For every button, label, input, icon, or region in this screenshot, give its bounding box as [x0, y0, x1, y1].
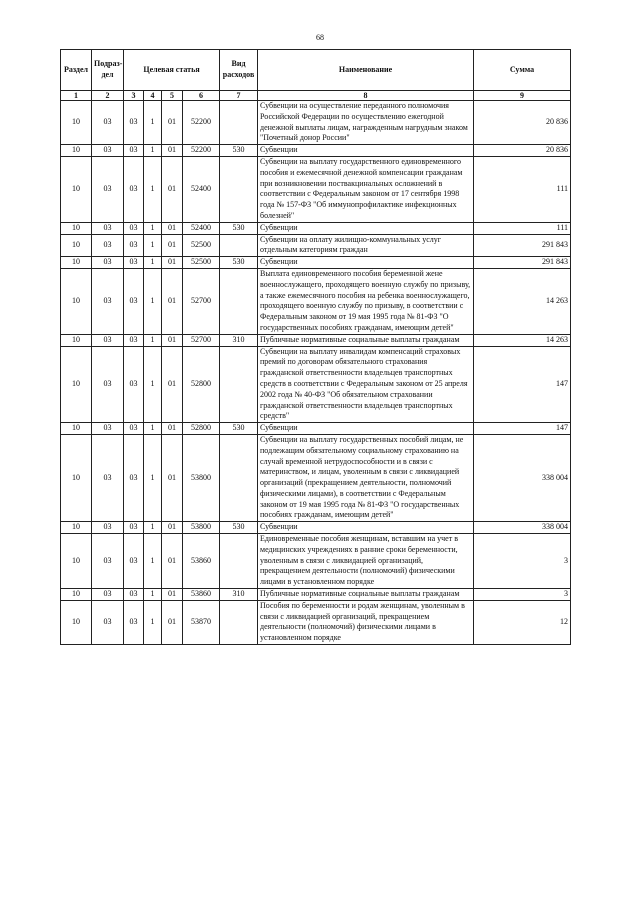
target-part-1-cell: 03: [124, 268, 144, 334]
target-code-cell: 52200: [183, 101, 220, 145]
target-part-3-cell: 01: [162, 589, 183, 601]
target-part-1-cell: 03: [124, 257, 144, 269]
podrazdel-cell: 03: [92, 334, 124, 346]
amount-cell: 147: [474, 423, 571, 435]
expense-type-cell: [220, 534, 258, 589]
podrazdel-cell: 03: [92, 522, 124, 534]
table-row: [61, 234, 571, 257]
target-part-1-cell: 03: [124, 423, 144, 435]
target-part-1-cell: 03: [124, 156, 144, 222]
table-row: [61, 434, 571, 521]
podrazdel-cell: 03: [92, 589, 124, 601]
razdel-cell: 10: [61, 222, 92, 234]
target-part-3-cell: 01: [162, 522, 183, 534]
podrazdel-cell: 03: [92, 434, 124, 521]
podrazdel-cell: 03: [92, 257, 124, 269]
target-code-cell: 52400: [183, 222, 220, 234]
target-part-3-cell: 01: [162, 156, 183, 222]
razdel-cell: 10: [61, 423, 92, 435]
item-name-cell: Субвенции на выплату государственного единовременного пособия и ежемесячной денежной компенсации гражданам при возникновении поствакцинальных осложнений в соответствии с Федеральным законом от 17 сентября 1998 года № 157-ФЗ "Об иммунопрофилактике инфекционных болезней": [258, 156, 474, 222]
header-expense-type: Вид расходов: [220, 50, 258, 91]
page-number: 68: [316, 33, 324, 42]
target-part-1-cell: 03: [124, 589, 144, 601]
expense-type-cell: [220, 434, 258, 521]
item-name-cell: Публичные нормативные социальные выплаты гражданам: [258, 334, 474, 346]
target-code-cell: 52500: [183, 234, 220, 257]
target-part-3-cell: 01: [162, 434, 183, 521]
column-number: 7: [220, 91, 258, 101]
table-row: [61, 156, 571, 222]
target-part-1-cell: 03: [124, 334, 144, 346]
target-part-2-cell: 1: [144, 334, 162, 346]
item-name-cell: Публичные нормативные социальные выплаты гражданам: [258, 589, 474, 601]
target-part-2-cell: 1: [144, 222, 162, 234]
expense-type-cell: 530: [220, 423, 258, 435]
expense-type-cell: [220, 101, 258, 145]
target-part-2-cell: 1: [144, 434, 162, 521]
podrazdel-cell: 03: [92, 101, 124, 145]
amount-cell: 20 836: [474, 145, 571, 157]
column-number: 1: [61, 91, 92, 101]
target-code-cell: 52800: [183, 346, 220, 423]
expense-type-cell: [220, 234, 258, 257]
expense-type-cell: 530: [220, 257, 258, 269]
amount-cell: 147: [474, 346, 571, 423]
target-part-3-cell: 01: [162, 346, 183, 423]
table-row: [61, 589, 571, 601]
table-row: [61, 145, 571, 157]
razdel-cell: 10: [61, 268, 92, 334]
target-part-2-cell: 1: [144, 423, 162, 435]
budget-table: [60, 49, 571, 645]
target-part-1-cell: 03: [124, 145, 144, 157]
target-code-cell: 52400: [183, 156, 220, 222]
table-row: [61, 534, 571, 589]
target-part-2-cell: 1: [144, 534, 162, 589]
target-code-cell: 52500: [183, 257, 220, 269]
header-name: Наименование: [258, 50, 474, 91]
target-part-1-cell: 03: [124, 101, 144, 145]
column-number: 6: [183, 91, 220, 101]
target-part-3-cell: 01: [162, 101, 183, 145]
target-part-3-cell: 01: [162, 222, 183, 234]
column-number: 3: [124, 91, 144, 101]
header-razdel: Раздел: [61, 50, 92, 91]
item-name-cell: Субвенции: [258, 145, 474, 157]
razdel-cell: 10: [61, 257, 92, 269]
razdel-cell: 10: [61, 600, 92, 644]
column-number: 8: [258, 91, 474, 101]
header-target-article: Целевая статья: [124, 50, 220, 91]
target-code-cell: 52700: [183, 268, 220, 334]
amount-cell: 111: [474, 222, 571, 234]
amount-cell: 338 004: [474, 522, 571, 534]
target-part-1-cell: 03: [124, 522, 144, 534]
razdel-cell: 10: [61, 156, 92, 222]
expense-type-cell: [220, 346, 258, 423]
razdel-cell: 10: [61, 434, 92, 521]
column-number: 5: [162, 91, 183, 101]
target-part-1-cell: 03: [124, 534, 144, 589]
target-part-1-cell: 03: [124, 434, 144, 521]
expense-type-cell: 310: [220, 589, 258, 601]
target-part-1-cell: 03: [124, 600, 144, 644]
table-row: [61, 222, 571, 234]
expense-type-cell: [220, 156, 258, 222]
target-part-2-cell: 1: [144, 234, 162, 257]
target-code-cell: 53800: [183, 434, 220, 521]
target-part-2-cell: 1: [144, 268, 162, 334]
podrazdel-cell: 03: [92, 268, 124, 334]
target-part-3-cell: 01: [162, 234, 183, 257]
target-code-cell: 52200: [183, 145, 220, 157]
amount-cell: 338 004: [474, 434, 571, 521]
item-name-cell: Выплата единовременного пособия беременной жене военнослужащего, проходящего военную службу по призыву, а также ежемесячного пособия на ребенка военнослужащего, проходящего военную службу по призыву, в соответствии с Федеральным законом от 19 мая 1995 года № 81-ФЗ "О государственных пособиях гражданам, имеющим детей": [258, 268, 474, 334]
target-part-2-cell: 1: [144, 522, 162, 534]
item-name-cell: Единовременные пособия женщинам, вставшим на учет в медицинских учреждениях в ранние сроки беременности, уволенным в связи с ликвидацией организаций, прекращением деятельности (полномочий) физическими лицами в установленном порядке: [258, 534, 474, 589]
target-part-2-cell: 1: [144, 101, 162, 145]
target-part-3-cell: 01: [162, 145, 183, 157]
target-code-cell: 52700: [183, 334, 220, 346]
amount-cell: 14 263: [474, 268, 571, 334]
target-part-1-cell: 03: [124, 222, 144, 234]
expense-type-cell: 310: [220, 334, 258, 346]
expense-type-cell: [220, 268, 258, 334]
expense-type-cell: [220, 600, 258, 644]
table-row: [61, 346, 571, 423]
podrazdel-cell: 03: [92, 145, 124, 157]
target-part-3-cell: 01: [162, 423, 183, 435]
item-name-cell: Субвенции: [258, 522, 474, 534]
column-number: 4: [144, 91, 162, 101]
table-row: [61, 257, 571, 269]
column-number: 2: [92, 91, 124, 101]
expense-type-cell: 530: [220, 145, 258, 157]
razdel-cell: 10: [61, 145, 92, 157]
expense-type-cell: 530: [220, 522, 258, 534]
target-part-2-cell: 1: [144, 346, 162, 423]
table-row: [61, 101, 571, 145]
razdel-cell: 10: [61, 522, 92, 534]
amount-cell: 291 843: [474, 257, 571, 269]
podrazdel-cell: 03: [92, 600, 124, 644]
target-part-2-cell: 1: [144, 156, 162, 222]
razdel-cell: 10: [61, 589, 92, 601]
target-part-2-cell: 1: [144, 600, 162, 644]
item-name-cell: Субвенции: [258, 222, 474, 234]
target-code-cell: 53860: [183, 534, 220, 589]
table-body: [61, 101, 571, 645]
amount-cell: 111: [474, 156, 571, 222]
podrazdel-cell: 03: [92, 423, 124, 435]
target-part-2-cell: 1: [144, 257, 162, 269]
razdel-cell: 10: [61, 101, 92, 145]
amount-cell: 291 843: [474, 234, 571, 257]
target-part-3-cell: 01: [162, 257, 183, 269]
item-name-cell: Субвенции: [258, 423, 474, 435]
amount-cell: 3: [474, 534, 571, 589]
column-number: 9: [474, 91, 571, 101]
table-row: [61, 522, 571, 534]
podrazdel-cell: 03: [92, 222, 124, 234]
item-name-cell: Субвенции на оплату жилищно-коммунальных услуг отдельным категориям граждан: [258, 234, 474, 257]
target-part-1-cell: 03: [124, 234, 144, 257]
target-part-1-cell: 03: [124, 346, 144, 423]
razdel-cell: 10: [61, 334, 92, 346]
column-number-row: [61, 91, 571, 101]
target-part-3-cell: 01: [162, 268, 183, 334]
target-code-cell: 53800: [183, 522, 220, 534]
item-name-cell: Субвенции на осуществление переданного полномочия Российской Федерации по осуществлению ежегодной денежной выплаты лицам, награжденным нагрудным знаком "Почетный донор России": [258, 101, 474, 145]
target-part-2-cell: 1: [144, 589, 162, 601]
target-part-3-cell: 01: [162, 534, 183, 589]
amount-cell: 20 836: [474, 101, 571, 145]
target-part-3-cell: 01: [162, 334, 183, 346]
podrazdel-cell: 03: [92, 534, 124, 589]
item-name-cell: Субвенции на выплату государственных пособий лицам, не подлежащим обязательному социальному страхованию на случай временной нетрудоспособности и в связи с материнством, и лицам, уволенным в связи с ликвидацией организаций (прекращением деятельности, полномочий физическими лицами), в соответствии с Федеральным законом от 19 мая 1995 года № 81-ФЗ "О государственных пособиях гражданам, имеющим детей": [258, 434, 474, 521]
amount-cell: 3: [474, 589, 571, 601]
item-name-cell: Субвенции на выплату инвалидам компенсаций страховых премий по договорам обязательного страхования гражданской ответственности владельцев транспортных средств в соответствии с Федеральным законом от 25 апреля 2002 года № 40-ФЗ "Об обязательном страховании гражданской ответственности владельцев транспортных средств": [258, 346, 474, 423]
target-part-2-cell: 1: [144, 145, 162, 157]
amount-cell: 14 263: [474, 334, 571, 346]
header-podrazdel: Подраз-дел: [92, 50, 124, 91]
header-sum: Сумма: [474, 50, 571, 91]
table-row: [61, 268, 571, 334]
target-code-cell: 52800: [183, 423, 220, 435]
amount-cell: 12: [474, 600, 571, 644]
target-part-3-cell: 01: [162, 600, 183, 644]
razdel-cell: 10: [61, 534, 92, 589]
podrazdel-cell: 03: [92, 156, 124, 222]
razdel-cell: 10: [61, 234, 92, 257]
item-name-cell: Пособия по беременности и родам женщинам, уволенным в связи с ликвидацией организаций, прекращением деятельности (полномочий) физическими лицами в установленном порядке: [258, 600, 474, 644]
target-code-cell: 53870: [183, 600, 220, 644]
podrazdel-cell: 03: [92, 234, 124, 257]
table-row: [61, 600, 571, 644]
podrazdel-cell: 03: [92, 346, 124, 423]
table-row: [61, 334, 571, 346]
razdel-cell: 10: [61, 346, 92, 423]
target-code-cell: 53860: [183, 589, 220, 601]
header-row: [61, 50, 571, 91]
table-row: [61, 423, 571, 435]
item-name-cell: Субвенции: [258, 257, 474, 269]
expense-type-cell: 530: [220, 222, 258, 234]
